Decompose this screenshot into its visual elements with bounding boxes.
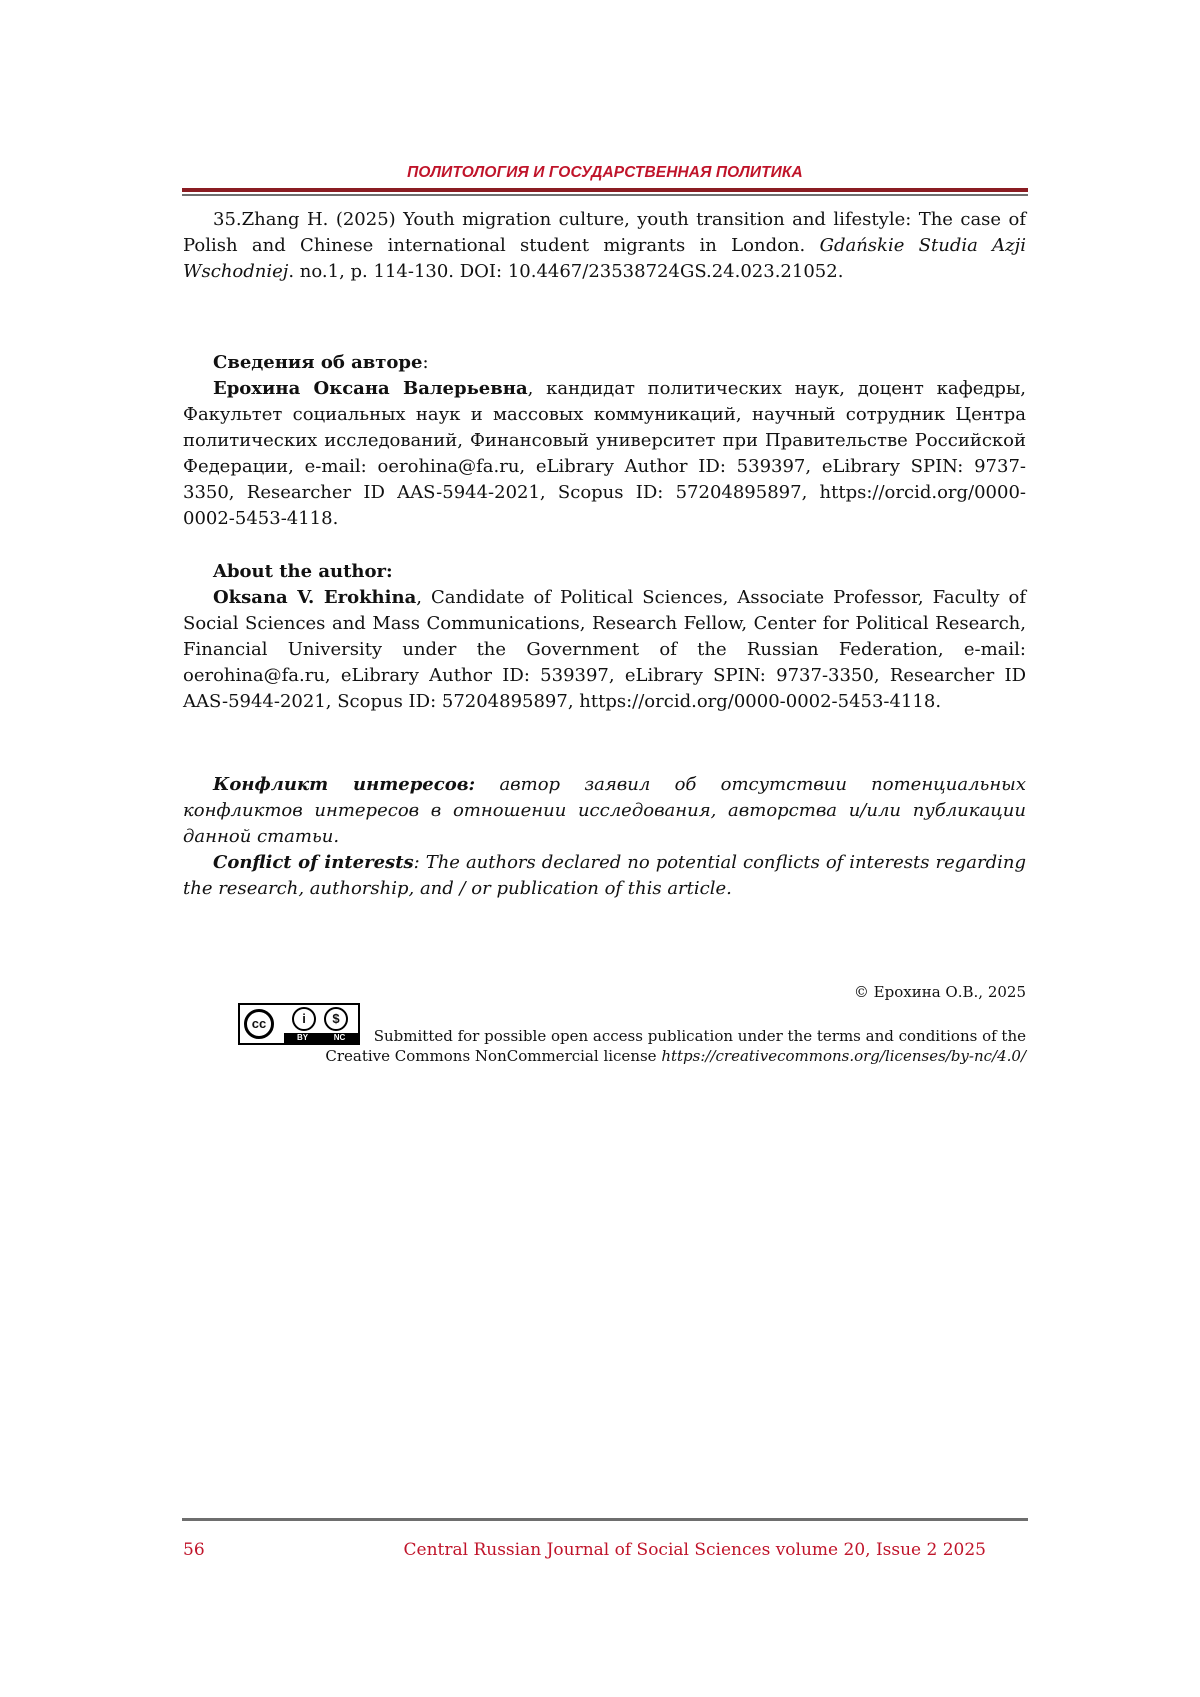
conflict-en-text: : The authors declared no potential conflicts of interests regarding the research, authorship, and / or publication of this article.	[183, 852, 1027, 899]
author-ru-heading: Сведения об авторе	[213, 352, 423, 373]
reference-entry	[183, 207, 1026, 285]
license-link[interactable]: https://creativecommons.org/licenses/by-nc/4.0/	[661, 1047, 1026, 1065]
author-en-name: Oksana V. Erokhina	[213, 587, 417, 608]
reference-lead: 35.Zhang H. (2025) Youth migration culture, youth transition and lifestyle: The case of Polish and Chinese international student migrants in London.	[183, 209, 1026, 256]
license-text: Creative Commons NonCommercial license	[325, 1047, 662, 1065]
copyright-notice: © Ерохина О.В., 2025	[853, 983, 1026, 1001]
author-info-ru	[183, 350, 1026, 532]
badge-label-bar	[284, 1033, 358, 1043]
cc-by-nc-badge-icon	[238, 1003, 360, 1045]
reference-tail: . no.1, p. 114-130. DOI: 10.4467/23538724GS.24.023.21052.	[288, 261, 844, 282]
footer-rule	[182, 1518, 1028, 1521]
author-en-heading: About the author:	[213, 561, 393, 582]
running-header: ПОЛИТОЛОГИЯ И ГОСУДАРСТВЕННАЯ ПОЛИТИКА	[407, 164, 803, 181]
author-info-en	[183, 559, 1026, 715]
conflict-of-interest	[183, 772, 1026, 902]
author-ru-heading-colon: :	[422, 352, 429, 373]
attribution-icon: i	[292, 1007, 316, 1031]
license-text-line1: Submitted for possible open access publication under the terms and conditions of the	[373, 1027, 1026, 1045]
conflict-en-label: Conflict of interests	[213, 852, 414, 873]
badge-by-label: BY	[296, 1033, 309, 1042]
noncommercial-icon: $	[324, 1007, 348, 1031]
header-rule-secondary	[182, 194, 1028, 196]
cc-icon: cc	[244, 1009, 274, 1039]
conflict-ru-label: Конфликт интересов:	[213, 774, 476, 795]
author-en-details: , Candidate of Political Sciences, Associate Professor, Faculty of Social Sciences and Mass Communications, Research Fellow, Center for Political Research, Financial University under the Government of the Russian Federation, e-mail: oerohina@fa.ru, eLibrary Author ID: 539397, eLibrary SPIN: 9737-3350, Researcher ID AAS-5944-2021, Scopus ID: 57204895897, https://orcid.org/0000-0002-5453-4118.	[183, 587, 1026, 712]
author-ru-name: Ерохина Оксана Валерьевна	[213, 378, 528, 399]
conflict-ru-text: автор заявил об отсутствии потенциальных конфликтов интересов в отношении исследования, авторства и/или публикации данной статьи.	[183, 774, 1026, 847]
license-text-line2	[238, 1047, 1026, 1066]
page-number: 56	[183, 1540, 205, 1560]
author-ru-details: , кандидат политических наук, доцент кафедры, Факультет социальных наук и массовых коммуникаций, научный сотрудник Центра политических исследований, Финансовый университет при Правительстве Российской Федерации, e-mail: oerohina@fa.ru, eLibrary Author ID: 539397, eLibrary SPIN: 9737-3350, Researcher ID AAS-5944-2021, Scopus ID: 57204895897, https://orcid.org/0000-0002-5453-4118.	[183, 378, 1026, 529]
header-rule	[182, 188, 1028, 192]
journal-name: Central Russian Journal of Social Sciences volume 20, Issue 2 2025	[403, 1540, 986, 1560]
badge-nc-label: NC	[333, 1033, 346, 1042]
reference-journal: Gdańskie Studia Azji Wschodniej	[183, 235, 1026, 282]
